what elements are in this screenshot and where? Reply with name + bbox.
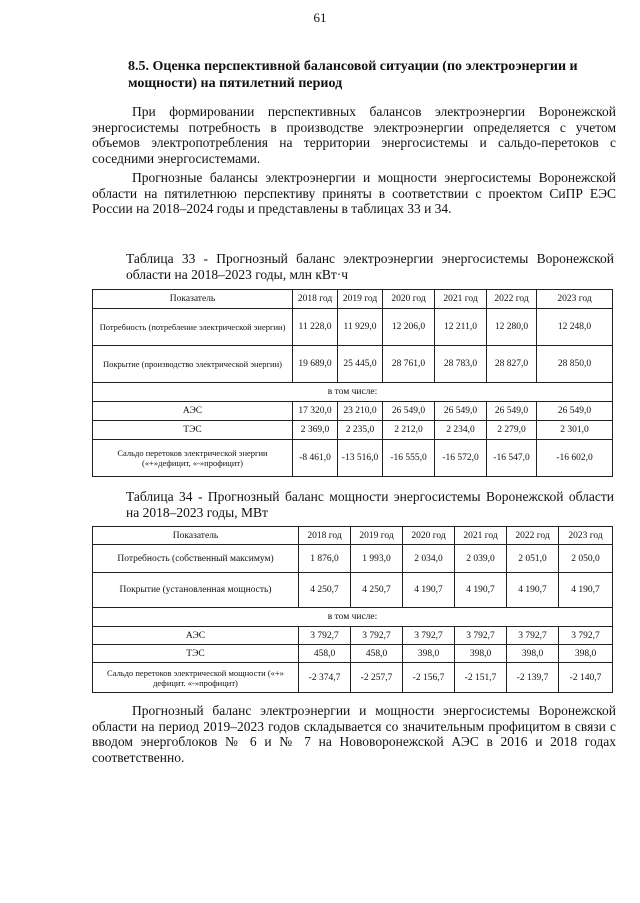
table33-cell: 12 211,0 <box>435 309 487 346</box>
table33-cell: -16 547,0 <box>487 440 537 477</box>
table34-cell: 3 792,7 <box>559 627 613 645</box>
table33-cell: 28 783,0 <box>435 346 487 383</box>
table34-subheader: в том числе: <box>93 608 613 627</box>
table34-header-cell: 2022 год <box>507 527 559 545</box>
table34-cell: Потребность (собственный максимум) <box>93 545 299 573</box>
table33-cell: 12 206,0 <box>383 309 435 346</box>
table34-cell: -2 374,7 <box>299 663 351 693</box>
table33-cell: 26 549,0 <box>435 402 487 421</box>
table34-cell: -2 257,7 <box>351 663 403 693</box>
table33-cell: 25 445,0 <box>338 346 383 383</box>
table34-cell: 2 034,0 <box>403 545 455 573</box>
paragraph-1: При формировании перспективных балансов электроэнергии Воронежской энергосистемы потребность в производстве электроэнергии определяется с учетом объемов электропотребления на территории энергосистемы и сальдо-перетоков с соседними энергосистемами. <box>92 104 616 166</box>
table34 <box>92 526 613 693</box>
table33-subheader: в том числе: <box>93 383 613 402</box>
table34-cell: 4 190,7 <box>403 573 455 608</box>
table34-cell: 3 792,7 <box>455 627 507 645</box>
table33-row <box>93 346 613 383</box>
table34-header-row <box>93 527 613 545</box>
table34-cell: 4 190,7 <box>507 573 559 608</box>
table34-cell: 2 050,0 <box>559 545 613 573</box>
table34-cell: 1 993,0 <box>351 545 403 573</box>
table33-cell: -16 602,0 <box>537 440 613 477</box>
table34-row <box>93 545 613 573</box>
table33-cell: 17 320,0 <box>293 402 338 421</box>
table34-cell: -2 139,7 <box>507 663 559 693</box>
table34-cell: 458,0 <box>299 645 351 663</box>
table34-cell: 398,0 <box>455 645 507 663</box>
table33-cell: ТЭС <box>93 421 293 440</box>
table34-cell: Сальдо перетоков электрической мощности («+» дефицит. «-»профицит) <box>93 663 299 693</box>
table33-cell: 26 549,0 <box>487 402 537 421</box>
table34-header-cell: 2019 год <box>351 527 403 545</box>
table34-cell: 2 051,0 <box>507 545 559 573</box>
table33-cell: 2 369,0 <box>293 421 338 440</box>
table33-cell: 26 549,0 <box>383 402 435 421</box>
table33-cell: 26 549,0 <box>537 402 613 421</box>
table34-cell: -2 151,7 <box>455 663 507 693</box>
table33-cell: Сальдо перетоков электрической энергии («+»дефицит, «-»профицит) <box>93 440 293 477</box>
table33-header-cell: 2020 год <box>383 290 435 309</box>
table34-cell: 3 792,7 <box>403 627 455 645</box>
table34-caption: Таблица 34 - Прогнозный баланс мощности энергосистемы Воронежской области на 2018–2023 годы, МВт <box>126 489 614 520</box>
table33-cell: -16 572,0 <box>435 440 487 477</box>
table33-cell: 28 761,0 <box>383 346 435 383</box>
table34-cell: АЭС <box>93 627 299 645</box>
table34-cell: Покрытие (установленная мощность) <box>93 573 299 608</box>
table33-cell: 2 301,0 <box>537 421 613 440</box>
table34-cell: -2 140,7 <box>559 663 613 693</box>
table33-cell: АЭС <box>93 402 293 421</box>
table33-subheader-row <box>93 383 613 402</box>
table34-cell: 4 250,7 <box>299 573 351 608</box>
table34-cell: 3 792,7 <box>351 627 403 645</box>
table33-cell: -8 461,0 <box>293 440 338 477</box>
table33-row <box>93 421 613 440</box>
table33-caption: Таблица 33 - Прогнозный баланс электроэнергии энергосистемы Воронежской области на 2018–2023 годы, млн кВт·ч <box>126 251 614 282</box>
table34-header-cell: 2021 год <box>455 527 507 545</box>
table33-cell: 2 235,0 <box>338 421 383 440</box>
table33-row <box>93 440 613 477</box>
table34-cell: 458,0 <box>351 645 403 663</box>
table34-header-cell: 2018 год <box>299 527 351 545</box>
table34-row <box>93 573 613 608</box>
table33-cell: 12 280,0 <box>487 309 537 346</box>
table34-row <box>93 663 613 693</box>
table34-subheader-row <box>93 608 613 627</box>
table34-cell: 4 190,7 <box>559 573 613 608</box>
table33-cell: 28 850,0 <box>537 346 613 383</box>
table33 <box>92 289 613 477</box>
table34-cell: 1 876,0 <box>299 545 351 573</box>
table33-cell: Потребность (потребление электрической энергии) <box>93 309 293 346</box>
table33-cell: 12 248,0 <box>537 309 613 346</box>
table34-cell: 2 039,0 <box>455 545 507 573</box>
table33-cell: 11 929,0 <box>338 309 383 346</box>
table34-cell: 3 792,7 <box>299 627 351 645</box>
table33-cell: Покрытие (производство электрической энергии) <box>93 346 293 383</box>
table34-cell: 398,0 <box>559 645 613 663</box>
table34-cell: 398,0 <box>507 645 559 663</box>
table33-row <box>93 309 613 346</box>
table33-cell: 11 228,0 <box>293 309 338 346</box>
section-heading: 8.5. Оценка перспективной балансовой ситуации (по электроэнергии и мощности) на пятилетний период <box>128 59 578 91</box>
table34-header-cell: Показатель <box>93 527 299 545</box>
table34-cell: -2 156,7 <box>403 663 455 693</box>
table34-row <box>93 627 613 645</box>
table33-header-cell: Показатель <box>93 290 293 309</box>
table33-cell: -13 516,0 <box>338 440 383 477</box>
table34-cell: 398,0 <box>403 645 455 663</box>
table33-cell: 23 210,0 <box>338 402 383 421</box>
table33-header-cell: 2021 год <box>435 290 487 309</box>
table34-cell: ТЭС <box>93 645 299 663</box>
table34-cell: 3 792,7 <box>507 627 559 645</box>
table33-cell: 28 827,0 <box>487 346 537 383</box>
table34-header-cell: 2020 год <box>403 527 455 545</box>
table33-header-row <box>93 290 613 309</box>
paragraph-3: Прогнозный баланс электроэнергии и мощности энергосистемы Воронежской области на период 2019–2023 годов складывается со значительным профицитом в связи с вводом энергоблоков № 6 и № 7 на Нововоронежской АЭС в 2016 и 2018 годах соответственно. <box>92 703 616 765</box>
table33-row <box>93 402 613 421</box>
page-number: 61 <box>313 10 327 25</box>
table33-header-cell: 2022 год <box>487 290 537 309</box>
table34-row <box>93 645 613 663</box>
table33-cell: 2 234,0 <box>435 421 487 440</box>
table33-header-cell: 2023 год <box>537 290 613 309</box>
table33-header-cell: 2019 год <box>338 290 383 309</box>
table33-cell: 2 279,0 <box>487 421 537 440</box>
table33-cell: -16 555,0 <box>383 440 435 477</box>
table33-header-cell: 2018 год <box>293 290 338 309</box>
table34-cell: 4 250,7 <box>351 573 403 608</box>
table33-cell: 19 689,0 <box>293 346 338 383</box>
table34-cell: 4 190,7 <box>455 573 507 608</box>
table33-cell: 2 212,0 <box>383 421 435 440</box>
table34-header-cell: 2023 год <box>559 527 613 545</box>
paragraph-2: Прогнозные балансы электроэнергии и мощности энергосистемы Воронежской области на пятилетнюю перспективу приняты в соответствии с проектом СиПР ЕЭС России на 2018–2024 годы и представлены в таблицах 33 и 34. <box>92 170 616 216</box>
